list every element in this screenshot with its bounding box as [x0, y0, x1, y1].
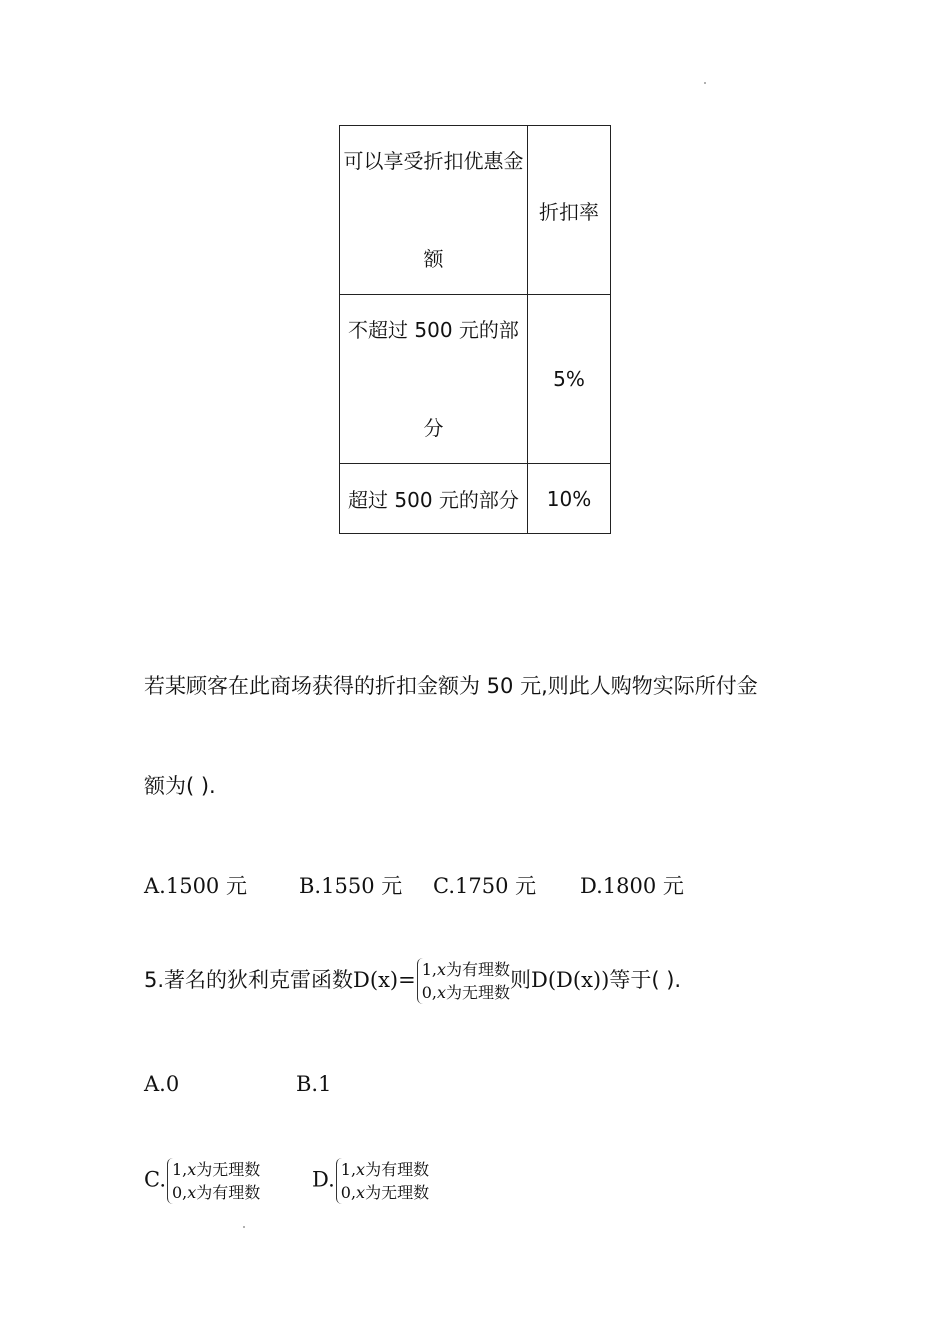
discount-table: [339, 125, 611, 534]
q5-piecewise: 1,x为有理数 0,x为无理数: [417, 958, 510, 1004]
header-amount: 可以享受折扣优惠金额: [340, 126, 528, 295]
table-row: [340, 295, 611, 464]
q4-stem-line2: 额为( ).: [144, 774, 216, 798]
row1-amount: 不超过 500 元的部分: [340, 295, 528, 464]
q4-stem-line1: 若某顾客在此商场获得的折扣金额为 50 元,则此人购物实际所付金: [144, 674, 758, 698]
q5-suffix: 则: [510, 968, 532, 992]
q4-option-c[interactable]: C.1750 元: [433, 874, 537, 898]
q5-stem: [144, 958, 681, 1004]
q5-function: D(x)=: [353, 968, 416, 992]
q4-option-a[interactable]: A.1500 元: [144, 874, 247, 898]
scan-speck: [704, 82, 706, 84]
q5-expression: D(D(x)): [531, 968, 610, 992]
q5-option-b[interactable]: B.1: [296, 1072, 332, 1096]
q4-option-b[interactable]: B.1550 元: [299, 874, 403, 898]
header-rate: 折扣率: [528, 126, 611, 295]
q5-option-c-piecewise: 1,x为无理数 0,x为有理数: [167, 1158, 260, 1204]
q5-option-d-piecewise: 1,x为有理数 0,x为无理数: [336, 1158, 429, 1204]
q5-tail: 等于( ).: [609, 968, 682, 992]
scan-speck: [243, 1226, 245, 1228]
table-header-row: [340, 126, 611, 295]
row2-rate: 10%: [528, 464, 611, 534]
table-row: [340, 464, 611, 534]
q5-option-d[interactable]: D. 1,x为有理数 0,x为无理数: [312, 1160, 430, 1202]
row1-rate: 5%: [528, 295, 611, 464]
q5-option-a[interactable]: A.0: [144, 1072, 180, 1096]
q4-option-d[interactable]: D.1800 元: [580, 874, 684, 898]
q5-prefix: 5.著名的狄利克雷函数: [144, 968, 354, 992]
q5-option-c[interactable]: C. 1,x为无理数 0,x为有理数: [144, 1160, 261, 1202]
row2-amount: 超过 500 元的部分: [340, 464, 528, 534]
